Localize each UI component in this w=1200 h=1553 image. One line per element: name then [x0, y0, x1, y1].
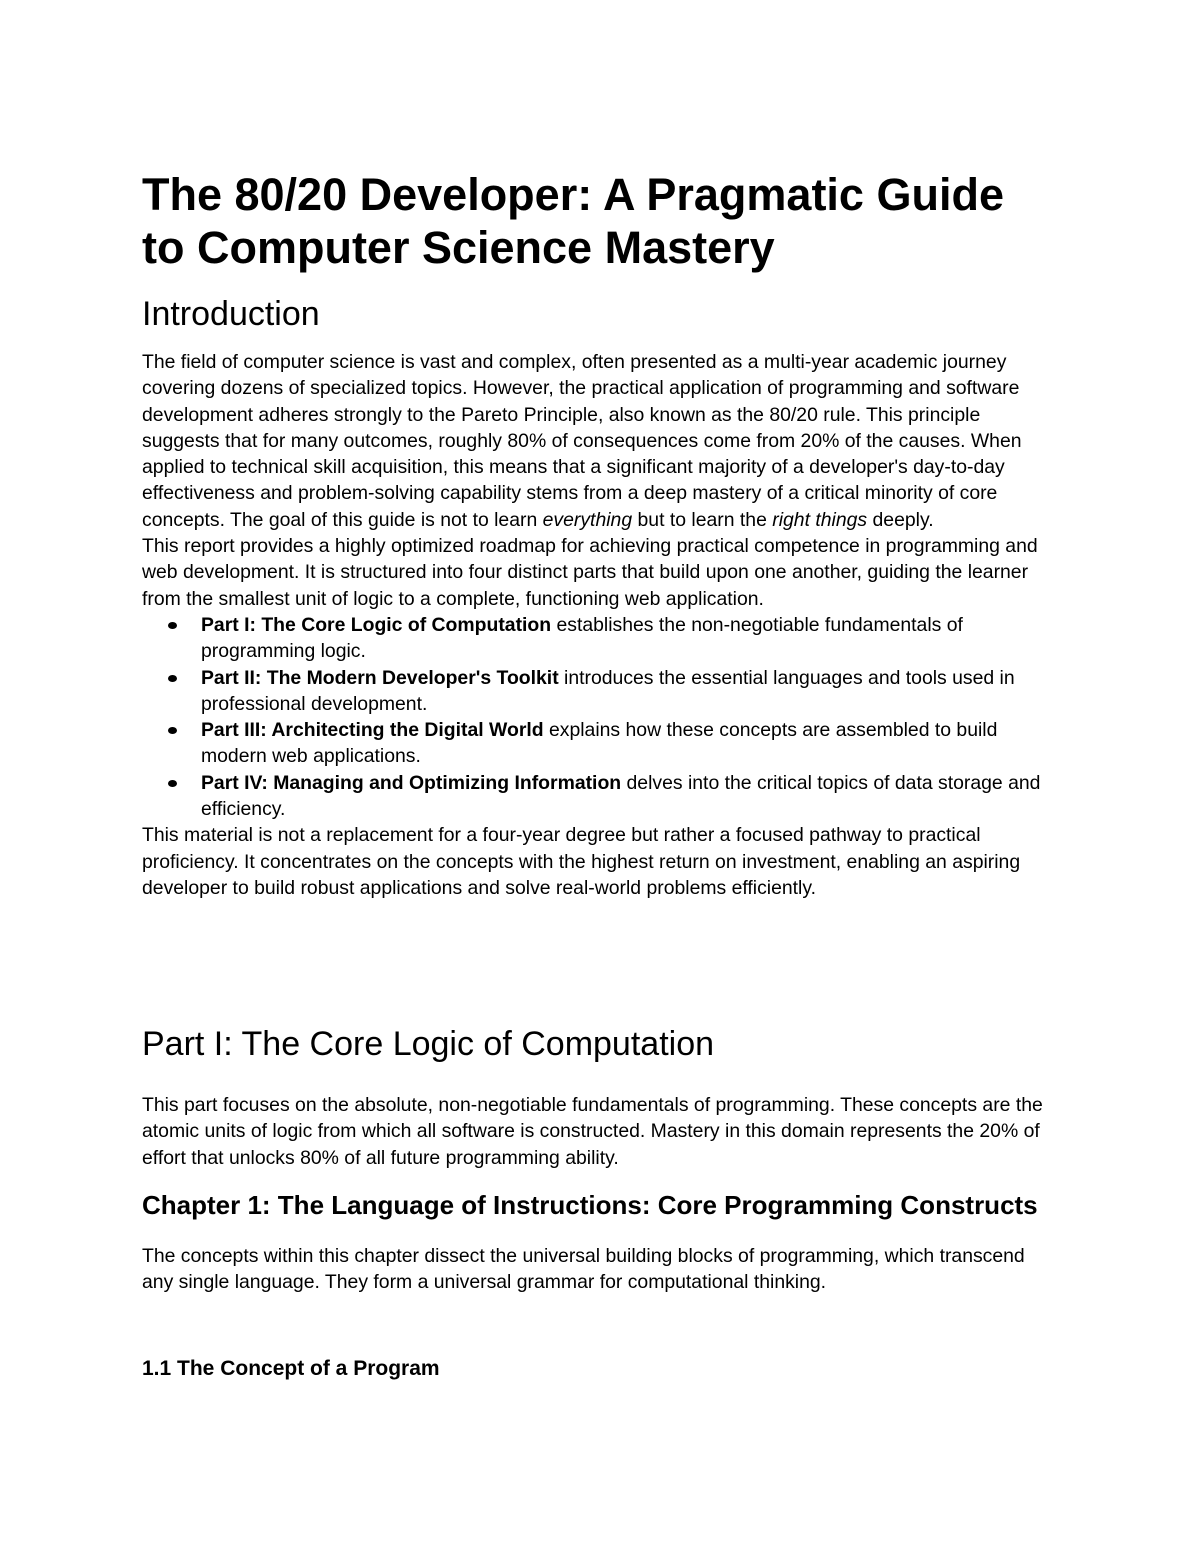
part-title: Part I: The Core Logic of Computation [201, 613, 552, 636]
bullet-icon [168, 675, 177, 682]
part-title: Part IV: Managing and Optimizing Information [201, 771, 622, 794]
part-description: introduces the essential languages and tools used in professional development. [201, 666, 1015, 715]
intro-text-b: but to learn the [632, 508, 773, 531]
parts-list-item [201, 770, 1057, 823]
parts-list-item [201, 665, 1057, 718]
intro-emphasis-everything: everything [542, 508, 633, 531]
introduction-paragraph-2: This report provides a highly optimized roadmap for achieving practical competence in programming and web development. It is structured into four distinct parts that build upon one another, guiding the learner from the smallest unit of logic to a complete, functioning web application. [142, 535, 1038, 610]
introduction-heading: Introduction [142, 295, 320, 333]
chapter-1-block [142, 1189, 1057, 1296]
part-title: Part III: Architecting the Digital World [201, 719, 544, 742]
part-description: delves into the critical topics of data storage and efficiency. [201, 771, 1041, 821]
intro-emphasis-right-things: right things [772, 508, 868, 531]
document-title: The 80/20 Developer: A Pragmatic Guide to Computer Science Mastery [142, 169, 1004, 273]
part-1-heading: Part I: The Core Logic of Computation [142, 1025, 715, 1063]
chapter-1-heading: Chapter 1: The Language of Instructions: Core Programming Constructs [142, 1190, 1038, 1220]
intro-text-c: deeply. [867, 508, 934, 531]
part-description: establishes the non-negotiable fundamentals of programming logic. [201, 613, 963, 663]
parts-list-item [201, 612, 1057, 665]
bullet-icon [168, 727, 177, 734]
chapter-1-paragraph: The concepts within this chapter dissect the universal building blocks of programming, which transcend any single language. They form a universal grammar for computational thinking. [142, 1245, 1025, 1294]
introduction-paragraph-3: This material is not a replacement for a four-year degree but rather a focused pathway to practical proficiency. It concentrates on the concepts with the highest return on investment, enabling an aspiring developer to build robust applications and solve real-world problems efficiently. [142, 824, 1021, 899]
parts-list-item [201, 717, 1057, 770]
bullet-icon [168, 622, 177, 629]
part-1-body [142, 1092, 1057, 1171]
section-1-1-heading: 1.1 The Concept of a Program [142, 1357, 440, 1380]
part-1-paragraph: This part focuses on the absolute, non-negotiable fundamentals of programming. These concepts are the atomic units of logic from which all software is constructed. Mastery in this domain represents the 20% of effort that unlocks 80% of all future programming ability. [142, 1094, 1043, 1169]
bullet-icon [168, 780, 177, 787]
parts-list [142, 612, 1057, 822]
part-description: explains how these concepts are assembled to build modern web applications. [201, 719, 998, 768]
introduction-paragraph-1 [142, 349, 1057, 533]
intro-text-a: The field of computer science is vast and complex, often presented as a multi-year academic journey covering dozens of specialized topics. However, the practical application of programming and software development adheres strongly to the Pareto Principle, also known as the 80/20 rule. This principle suggests that for many outcomes, roughly 80% of consequences come from 20% of the causes. When applied to technical skill acquisition, this means that a significant majority of a developer's day-to-day effectiveness and problem-solving capability stems from a deep mastery of a critical minority of core concepts. The goal of this guide is not to learn [142, 351, 1022, 531]
document-page [142, 168, 1057, 1380]
part-title: Part II: The Modern Developer's Toolkit [201, 666, 559, 689]
